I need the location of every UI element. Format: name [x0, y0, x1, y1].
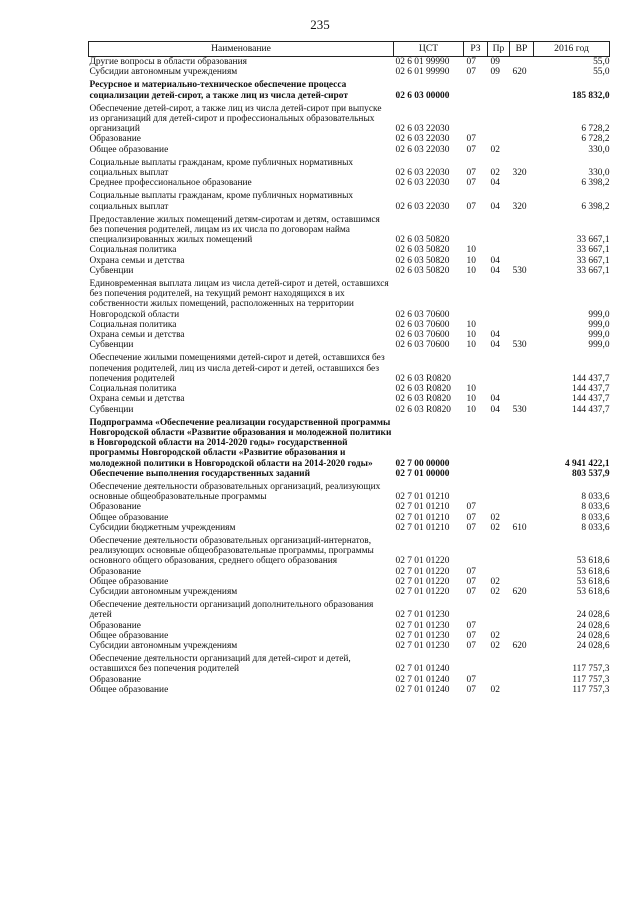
cell-vr: 620	[512, 640, 527, 651]
cell-rz: 07	[466, 566, 476, 577]
cell-pr: 04	[490, 340, 500, 351]
header-rz: РЗ	[464, 42, 488, 57]
table-row	[89, 523, 610, 533]
cell-cst: 02 7 01 01240	[395, 684, 450, 695]
cell-cst: 02 7 01 01220	[395, 576, 450, 587]
cell-cst: 02 6 03 50820	[395, 245, 450, 256]
cell-cst: 02 6 03 50820	[395, 265, 450, 276]
cell-sum: 55,0	[593, 57, 610, 67]
cell-sum: 33 667,1	[576, 245, 610, 256]
cell-cst: 02 7 01 01210	[395, 522, 450, 533]
cell-cst: 02 6 03 50820	[395, 255, 450, 266]
cell-pr	[488, 533, 510, 567]
cell-rz: 07	[466, 522, 476, 533]
cell-name: Предоставление жилых помещений детям-сиротам и детям, оставшимся без попечения родителей, лицам из их числа по договорам найма специализированных жилых помещений	[89, 214, 380, 246]
cell-pr	[488, 134, 510, 144]
cell-pr: 04	[490, 201, 500, 212]
table-row	[89, 567, 610, 577]
cell-cst: 02 7 01 01230	[395, 630, 450, 641]
cell-rz	[464, 415, 488, 469]
cell-rz: 07	[466, 144, 476, 155]
cell-sum: 24 028,6	[576, 630, 610, 641]
cell-name: Обеспечение жилыми помещениями детей-сирот и детей, оставшихся без попечения родителей, лиц из числа детей-сирот и детей, оставшихся без попечения родителей	[89, 353, 385, 384]
cell-pr: 04	[490, 394, 500, 405]
cell-sum: 24 028,6	[576, 640, 610, 651]
table-row	[89, 145, 610, 155]
cell-rz: 07	[466, 178, 476, 189]
cell-vr	[510, 145, 534, 155]
table-row	[89, 101, 610, 135]
cell-cst: 02 7 01 01210	[395, 512, 450, 523]
table-row	[89, 685, 610, 695]
table-row	[89, 621, 610, 631]
cell-name: Образование	[89, 674, 141, 685]
cell-pr: 04	[490, 178, 500, 189]
cell-vr	[510, 502, 534, 512]
cell-pr: 02	[490, 512, 500, 523]
cell-name: Субсидии автономным учреждениям	[89, 586, 238, 597]
cell-sum: 117 757,3	[572, 664, 610, 675]
cell-sum: 999,0	[588, 319, 610, 330]
table-body	[89, 57, 610, 695]
table-row	[89, 77, 610, 100]
cell-vr: 620	[512, 67, 527, 78]
cell-sum: 53 618,6	[576, 556, 610, 567]
cell-cst: 02 6 03 22030	[395, 144, 450, 155]
cell-pr: 09	[490, 57, 500, 67]
cell-rz: 10	[466, 319, 476, 330]
cell-pr	[488, 479, 510, 502]
cell-name: Общее образование	[89, 512, 169, 523]
table-row	[89, 178, 610, 188]
cell-name: Субсидии автономным учреждениям	[89, 67, 238, 78]
cell-cst: 02 6 03 22030	[395, 124, 450, 135]
cell-pr: 02	[490, 168, 500, 179]
cell-rz: 07	[466, 67, 476, 78]
cell-vr	[510, 330, 534, 340]
cell-rz: 07	[466, 630, 476, 641]
header-cst: ЦСТ	[394, 42, 464, 57]
cell-cst: 02 6 03 22030	[395, 134, 450, 145]
cell-vr	[510, 320, 534, 330]
cell-pr	[488, 245, 510, 255]
table-row	[89, 533, 610, 567]
cell-rz: 07	[466, 640, 476, 651]
cell-name: Подпрограмма «Обеспечение реализации государственной программы Новгородской области «Развитие образования и молодежной политики в Новгородской области на 2014-2020 годы» государственной программы Новгородской области «Развитие образования и молодежной политики в Новгородской области на 2014-2020 годы»	[89, 417, 392, 469]
cell-vr	[510, 621, 534, 631]
cell-name: Единовременная выплата лицам из числа детей-сирот и детей, оставшихся без попечения родителей, на текущий ремонт находящихся в их собственности жилых помещений, расположенных на территории Новгородской области	[89, 279, 389, 320]
cell-vr	[510, 384, 534, 394]
cell-rz: 07	[466, 168, 476, 179]
cell-rz: 10	[466, 394, 476, 405]
cell-sum: 33 667,1	[576, 235, 610, 246]
cell-name: Субсидии автономным учреждениям	[89, 640, 238, 651]
cell-cst: 02 7 01 01210	[395, 502, 450, 513]
cell-name: Обеспечение деятельности организаций дополнительного образования детей	[89, 600, 374, 621]
cell-sum: 144 437,7	[572, 384, 610, 395]
cell-sum: 8 033,6	[581, 492, 610, 503]
cell-vr: 320	[512, 168, 527, 179]
cell-rz	[464, 597, 488, 620]
cell-rz	[464, 651, 488, 674]
cell-pr: 04	[490, 404, 500, 415]
header-name: Наименование	[89, 42, 394, 57]
cell-sum: 8 033,6	[581, 512, 610, 523]
cell-cst: 02 7 01 01210	[395, 492, 450, 503]
cell-cst: 02 6 01 99990	[395, 67, 450, 78]
cell-rz: 07	[466, 134, 476, 145]
cell-name: Субвенции	[89, 340, 134, 351]
cell-pr: 04	[490, 330, 500, 341]
cell-cst: 02 7 01 01240	[395, 664, 450, 675]
cell-name: Обеспечение деятельности организаций для детей-сирот и детей, оставшихся без попечения родителей	[89, 654, 351, 675]
cell-pr	[488, 350, 510, 384]
cell-cst: 02 6 03 R0820	[395, 384, 451, 395]
cell-vr	[510, 276, 534, 320]
cell-vr	[510, 57, 534, 68]
cell-sum: 8 033,6	[581, 522, 610, 533]
header-sum: 2016 год	[534, 42, 610, 57]
cell-cst: 02 7 00 00000	[395, 458, 450, 469]
cell-pr	[488, 276, 510, 320]
cell-rz: 07	[466, 620, 476, 631]
cell-pr	[488, 675, 510, 685]
cell-name: Обеспечение выполнения государственных заданий	[89, 468, 310, 479]
cell-vr	[510, 178, 534, 188]
header-pr: Пр	[488, 42, 510, 57]
cell-pr	[488, 384, 510, 394]
cell-rz: 07	[466, 201, 476, 212]
cell-pr: 02	[490, 576, 500, 587]
cell-name: Субвенции	[89, 265, 134, 276]
cell-sum: 33 667,1	[576, 265, 610, 276]
cell-cst: 02 7 01 01240	[395, 674, 450, 685]
cell-name: Ресурсное и материально-техническое обеспечение процесса социализации детей-сирот, а также лиц из числа детей-сирот	[89, 80, 348, 101]
cell-sum: 33 667,1	[576, 255, 610, 266]
cell-pr: 02	[490, 586, 500, 597]
table-row	[89, 134, 610, 144]
cell-sum: 117 757,3	[572, 684, 610, 695]
cell-sum: 53 618,6	[576, 576, 610, 587]
cell-cst: 02 6 03 50820	[395, 235, 450, 246]
cell-pr	[488, 597, 510, 620]
cell-pr	[488, 415, 510, 469]
cell-pr: 09	[490, 67, 500, 78]
cell-vr	[510, 245, 534, 255]
page-number: 235	[310, 17, 330, 32]
cell-vr	[510, 350, 534, 384]
cell-vr	[510, 415, 534, 469]
cell-cst: 02 6 03 70600	[395, 340, 450, 351]
cell-name: Субсидии бюджетным учреждениям	[89, 522, 236, 533]
cell-rz: 07	[466, 586, 476, 597]
cell-sum: 144 437,7	[572, 394, 610, 405]
cell-sum: 55,0	[593, 67, 610, 78]
cell-sum: 999,0	[588, 330, 610, 341]
cell-vr	[510, 212, 534, 246]
cell-sum: 144 437,7	[572, 373, 610, 384]
cell-name: Субвенции	[89, 404, 134, 415]
cell-sum: 8 033,6	[581, 502, 610, 513]
cell-cst: 02 7 01 00000	[395, 468, 450, 479]
cell-name: Другие вопросы в области образования	[89, 57, 247, 67]
cell-rz	[464, 533, 488, 567]
cell-pr	[488, 320, 510, 330]
header-vr: ВР	[510, 42, 534, 57]
cell-name: Общее образование	[89, 576, 169, 587]
cell-cst: 02 6 01 99990	[395, 57, 450, 67]
cell-name: Образование	[89, 566, 141, 577]
cell-name: Социальные выплаты гражданам, кроме публичных нормативных социальных выплат	[89, 191, 354, 212]
cell-name: Обеспечение деятельности образовательных организаций, реализующих основные общеобразовательные программы	[89, 481, 381, 503]
table-row	[89, 577, 610, 587]
cell-name: Обеспечение детей-сирот, а также лиц из числа детей-сирот при выпуске из организаций для детей-сирот и профессиональных образовательных организаций	[89, 103, 382, 135]
cell-cst: 02 7 01 01220	[395, 566, 450, 577]
cell-sum: 24 028,6	[576, 610, 610, 621]
cell-vr	[510, 533, 534, 567]
cell-rz: 10	[466, 340, 476, 351]
cell-vr	[510, 394, 534, 404]
cell-vr: 620	[512, 586, 527, 597]
cell-sum: 53 618,6	[576, 586, 610, 597]
table-row	[89, 502, 610, 512]
table-row	[89, 479, 610, 502]
table-header	[89, 42, 610, 57]
table-row	[89, 266, 610, 276]
cell-vr	[510, 675, 534, 685]
cell-name: Социальная политика	[89, 384, 177, 395]
cell-rz: 07	[466, 57, 476, 67]
cell-vr	[510, 567, 534, 577]
cell-vr	[510, 469, 534, 479]
cell-name: Обеспечение деятельности образовательных организаций-интернатов, реализующих основные общеобразовательные программы, программы основного общего образования, среднего общего образования	[89, 535, 374, 567]
cell-name: Среднее профессиональное образование	[89, 178, 252, 189]
cell-rz: 07	[466, 576, 476, 587]
table-row	[89, 276, 610, 320]
cell-rz: 10	[466, 245, 476, 256]
cell-rz	[464, 212, 488, 246]
budget-table	[88, 41, 610, 695]
cell-rz: 10	[466, 265, 476, 276]
cell-pr: 02	[490, 630, 500, 641]
cell-sum: 117 757,3	[572, 674, 610, 685]
cell-pr: 02	[490, 684, 500, 695]
cell-sum: 999,0	[588, 340, 610, 351]
table-row	[89, 405, 610, 415]
cell-vr	[510, 134, 534, 144]
table-row	[89, 57, 610, 68]
cell-cst: 02 7 01 01230	[395, 620, 450, 631]
cell-name: Социальная политика	[89, 245, 177, 256]
cell-pr: 02	[490, 522, 500, 533]
cell-pr	[488, 502, 510, 512]
table-row	[89, 415, 610, 469]
cell-name: Образование	[89, 502, 141, 513]
cell-pr: 02	[490, 640, 500, 651]
cell-pr	[488, 567, 510, 577]
cell-rz: 07	[466, 502, 476, 513]
cell-cst: 02 6 03 70600	[395, 319, 450, 330]
cell-cst: 02 6 03 00000	[395, 90, 450, 101]
cell-vr	[510, 651, 534, 674]
cell-rz: 10	[466, 255, 476, 266]
table-row	[89, 587, 610, 597]
cell-rz: 07	[466, 512, 476, 523]
cell-cst: 02 6 03 22030	[395, 201, 450, 212]
cell-cst: 02 7 01 01220	[395, 586, 450, 597]
cell-vr: 530	[512, 265, 527, 276]
cell-cst: 02 6 03 22030	[395, 178, 450, 189]
table-row	[89, 394, 610, 404]
cell-name: Социальные выплаты гражданам, кроме публичных нормативных социальных выплат	[89, 157, 354, 179]
cell-sum: 53 618,6	[576, 566, 610, 577]
cell-vr: 530	[512, 404, 527, 415]
cell-name: Охрана семьи и детства	[89, 394, 185, 405]
cell-vr	[510, 685, 534, 695]
table-row	[89, 188, 610, 211]
cell-vr	[510, 597, 534, 620]
cell-vr	[510, 479, 534, 502]
cell-sum: 4 941 422,1	[564, 458, 610, 469]
cell-sum: 803 537,9	[572, 468, 610, 479]
cell-sum: 6 398,2	[581, 201, 610, 212]
cell-cst: 02 6 03 70600	[395, 309, 450, 320]
cell-cst: 02 7 01 01230	[395, 610, 450, 621]
cell-pr	[488, 469, 510, 479]
cell-vr	[510, 256, 534, 266]
table-row	[89, 256, 610, 266]
cell-vr	[510, 77, 534, 100]
cell-vr: 320	[512, 201, 527, 212]
cell-vr	[510, 577, 534, 587]
cell-pr: 02	[490, 144, 500, 155]
cell-cst: 02 6 03 70600	[395, 330, 450, 341]
cell-sum: 24 028,6	[576, 620, 610, 631]
cell-rz: 07	[466, 674, 476, 685]
table-row	[89, 350, 610, 384]
cell-name: Общее образование	[89, 144, 169, 155]
cell-pr	[488, 77, 510, 100]
cell-rz	[464, 469, 488, 479]
cell-sum: 144 437,7	[572, 404, 610, 415]
cell-rz	[464, 101, 488, 135]
cell-vr	[510, 101, 534, 135]
cell-vr	[510, 513, 534, 523]
table-row	[89, 651, 610, 674]
cell-sum: 330,0	[588, 168, 610, 179]
table-row	[89, 513, 610, 523]
cell-rz: 10	[466, 404, 476, 415]
cell-pr: 04	[490, 255, 500, 266]
cell-name: Общее образование	[89, 630, 169, 641]
table-row	[89, 384, 610, 394]
cell-cst: 02 7 01 01220	[395, 556, 450, 567]
table-row	[89, 245, 610, 255]
cell-cst: 02 6 03 22030	[395, 168, 450, 179]
cell-vr	[510, 631, 534, 641]
table-row	[89, 597, 610, 620]
cell-pr	[488, 651, 510, 674]
cell-cst: 02 6 03 R0820	[395, 373, 451, 384]
table-row	[89, 67, 610, 77]
cell-name: Социальная политика	[89, 319, 177, 330]
cell-sum: 185 832,0	[572, 90, 610, 101]
cell-rz	[464, 276, 488, 320]
table-row	[89, 675, 610, 685]
cell-cst: 02 7 01 01230	[395, 640, 450, 651]
cell-rz	[464, 350, 488, 384]
cell-sum: 6 398,2	[581, 178, 610, 189]
cell-sum: 330,0	[588, 144, 610, 155]
cell-pr	[488, 101, 510, 135]
cell-rz: 07	[466, 684, 476, 695]
cell-name: Общее образование	[89, 684, 169, 695]
table-row	[89, 641, 610, 651]
table-row	[89, 340, 610, 350]
table-row	[89, 212, 610, 246]
cell-rz	[464, 479, 488, 502]
table-row	[89, 155, 610, 178]
cell-cst: 02 6 03 R0820	[395, 404, 451, 415]
cell-rz	[464, 77, 488, 100]
table-row	[89, 631, 610, 641]
cell-pr	[488, 621, 510, 631]
cell-rz: 10	[466, 384, 476, 395]
cell-sum: 6 728,2	[581, 124, 610, 135]
cell-vr: 610	[512, 522, 527, 533]
table-row	[89, 330, 610, 340]
table-row	[89, 320, 610, 330]
cell-name: Образование	[89, 134, 141, 145]
cell-name: Охрана семьи и детства	[89, 330, 185, 341]
table-row	[89, 469, 610, 479]
cell-vr: 530	[512, 340, 527, 351]
cell-sum: 6 728,2	[581, 134, 610, 145]
cell-name: Образование	[89, 620, 141, 631]
cell-cst: 02 6 03 R0820	[395, 394, 451, 405]
cell-pr	[488, 212, 510, 246]
cell-rz: 10	[466, 330, 476, 341]
cell-sum: 999,0	[588, 309, 610, 320]
cell-name: Охрана семьи и детства	[89, 255, 185, 266]
cell-pr: 04	[490, 265, 500, 276]
